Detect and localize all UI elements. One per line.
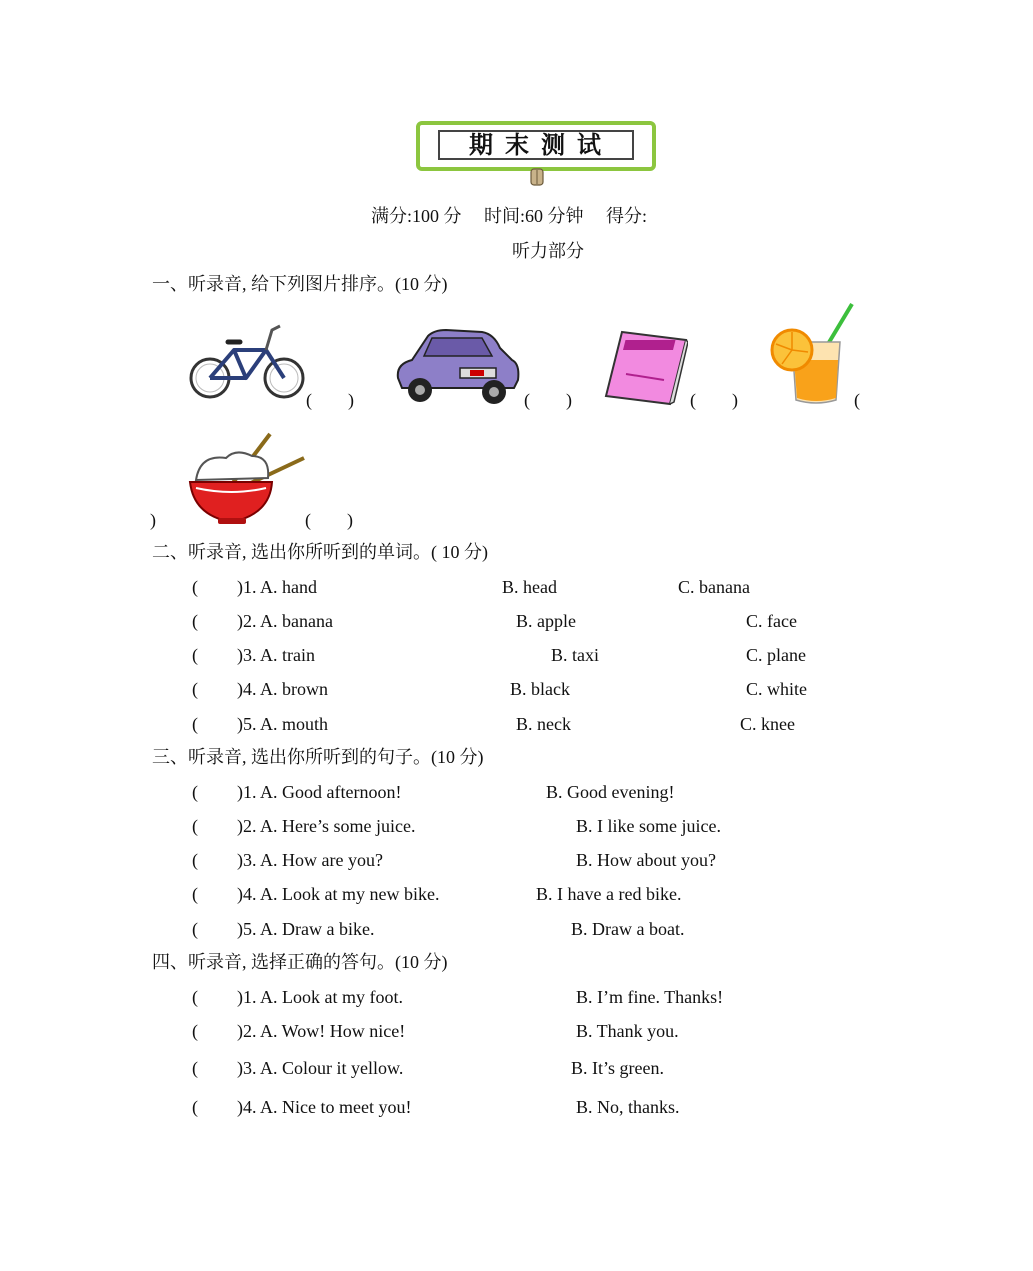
option-b: B. black [510, 679, 570, 699]
option-b: B. How about you? [576, 850, 716, 870]
option-b: B. neck [516, 714, 571, 734]
option-a: )2. A. banana [237, 611, 333, 631]
option-c: C. face [746, 611, 797, 631]
picture-blank-3[interactable]: ( ) [690, 390, 738, 410]
score-line: 满分:100 分 时间:60 分钟 得分: [371, 206, 648, 226]
option-a: )2. A. Here’s some juice. [237, 816, 416, 836]
option-b: B. I’m fine. Thanks! [576, 987, 724, 1007]
answer-blank[interactable]: ( [192, 782, 198, 802]
bicycle-icon [188, 322, 306, 406]
option-b: B. apple [516, 611, 576, 631]
option-a: )4. A. Look at my new bike. [237, 884, 440, 904]
picture-blank-2[interactable]: ( ) [524, 390, 572, 410]
option-a: )3. A. train [237, 645, 315, 665]
car-icon [390, 328, 522, 406]
option-a: )1. A. hand [237, 577, 317, 597]
picture-blank-1[interactable]: ( ) [306, 390, 354, 410]
option-b: B. No, thanks. [576, 1097, 680, 1117]
answer-blank[interactable]: ( [192, 577, 198, 597]
option-b: B. It’s green. [571, 1058, 664, 1078]
section1-heading: 一、听录音, 给下列图片排序。(10 分) [152, 274, 448, 294]
option-a: )1. A. Good afternoon! [237, 782, 402, 802]
option-c: C. white [746, 679, 807, 699]
option-a: )4. A. Nice to meet you! [237, 1097, 412, 1117]
book-icon [604, 330, 688, 406]
page-title: 期末测试 [438, 130, 634, 160]
option-c: C. banana [678, 577, 750, 597]
rice-bowl-icon [186, 430, 306, 526]
option-a: )1. A. Look at my foot. [237, 987, 403, 1007]
section4-heading: 四、听录音, 选择正确的答句。(10 分) [152, 952, 448, 972]
answer-blank[interactable]: ( [192, 1021, 198, 1041]
option-a: )5. A. Draw a bike. [237, 919, 375, 939]
option-b: B. taxi [551, 645, 599, 665]
option-a: )3. A. Colour it yellow. [237, 1058, 404, 1078]
juice-icon [770, 302, 854, 406]
answer-blank[interactable]: ( [192, 714, 198, 734]
option-b: B. I like some juice. [576, 816, 721, 836]
picture-blank-4-close[interactable]: ) [150, 510, 156, 530]
option-b: B. Good evening! [546, 782, 675, 802]
answer-blank[interactable]: ( [192, 884, 198, 904]
answer-blank[interactable]: ( [192, 611, 198, 631]
answer-blank[interactable]: ( [192, 919, 198, 939]
option-b: B. Draw a boat. [571, 919, 685, 939]
answer-blank[interactable]: ( [192, 1058, 198, 1078]
option-b: B. Thank you. [576, 1021, 679, 1041]
answer-blank[interactable]: ( [192, 850, 198, 870]
picture-blank-5[interactable]: ( ) [305, 510, 353, 530]
hanger-icon [528, 167, 546, 187]
answer-blank[interactable]: ( [192, 679, 198, 699]
option-b: B. head [502, 577, 557, 597]
answer-blank[interactable]: ( [192, 1097, 198, 1117]
option-a: )3. A. How are you? [237, 850, 383, 870]
option-b: B. I have a red bike. [536, 884, 682, 904]
option-a: )5. A. mouth [237, 714, 329, 734]
answer-blank[interactable]: ( [192, 645, 198, 665]
answer-blank[interactable]: ( [192, 987, 198, 1007]
option-c: C. plane [746, 645, 806, 665]
section3-heading: 三、听录音, 选出你所听到的句子。(10 分) [152, 747, 484, 767]
option-a: )4. A. brown [237, 679, 328, 699]
option-c: C. knee [740, 714, 795, 734]
part-title: 听力部分 [512, 241, 584, 261]
answer-blank[interactable]: ( [192, 816, 198, 836]
section2-heading: 二、听录音, 选出你所听到的单词。( 10 分) [152, 542, 488, 562]
option-a: )2. A. Wow! How nice! [237, 1021, 406, 1041]
picture-blank-4-open[interactable]: ( [854, 390, 860, 410]
title-banner [416, 121, 658, 179]
